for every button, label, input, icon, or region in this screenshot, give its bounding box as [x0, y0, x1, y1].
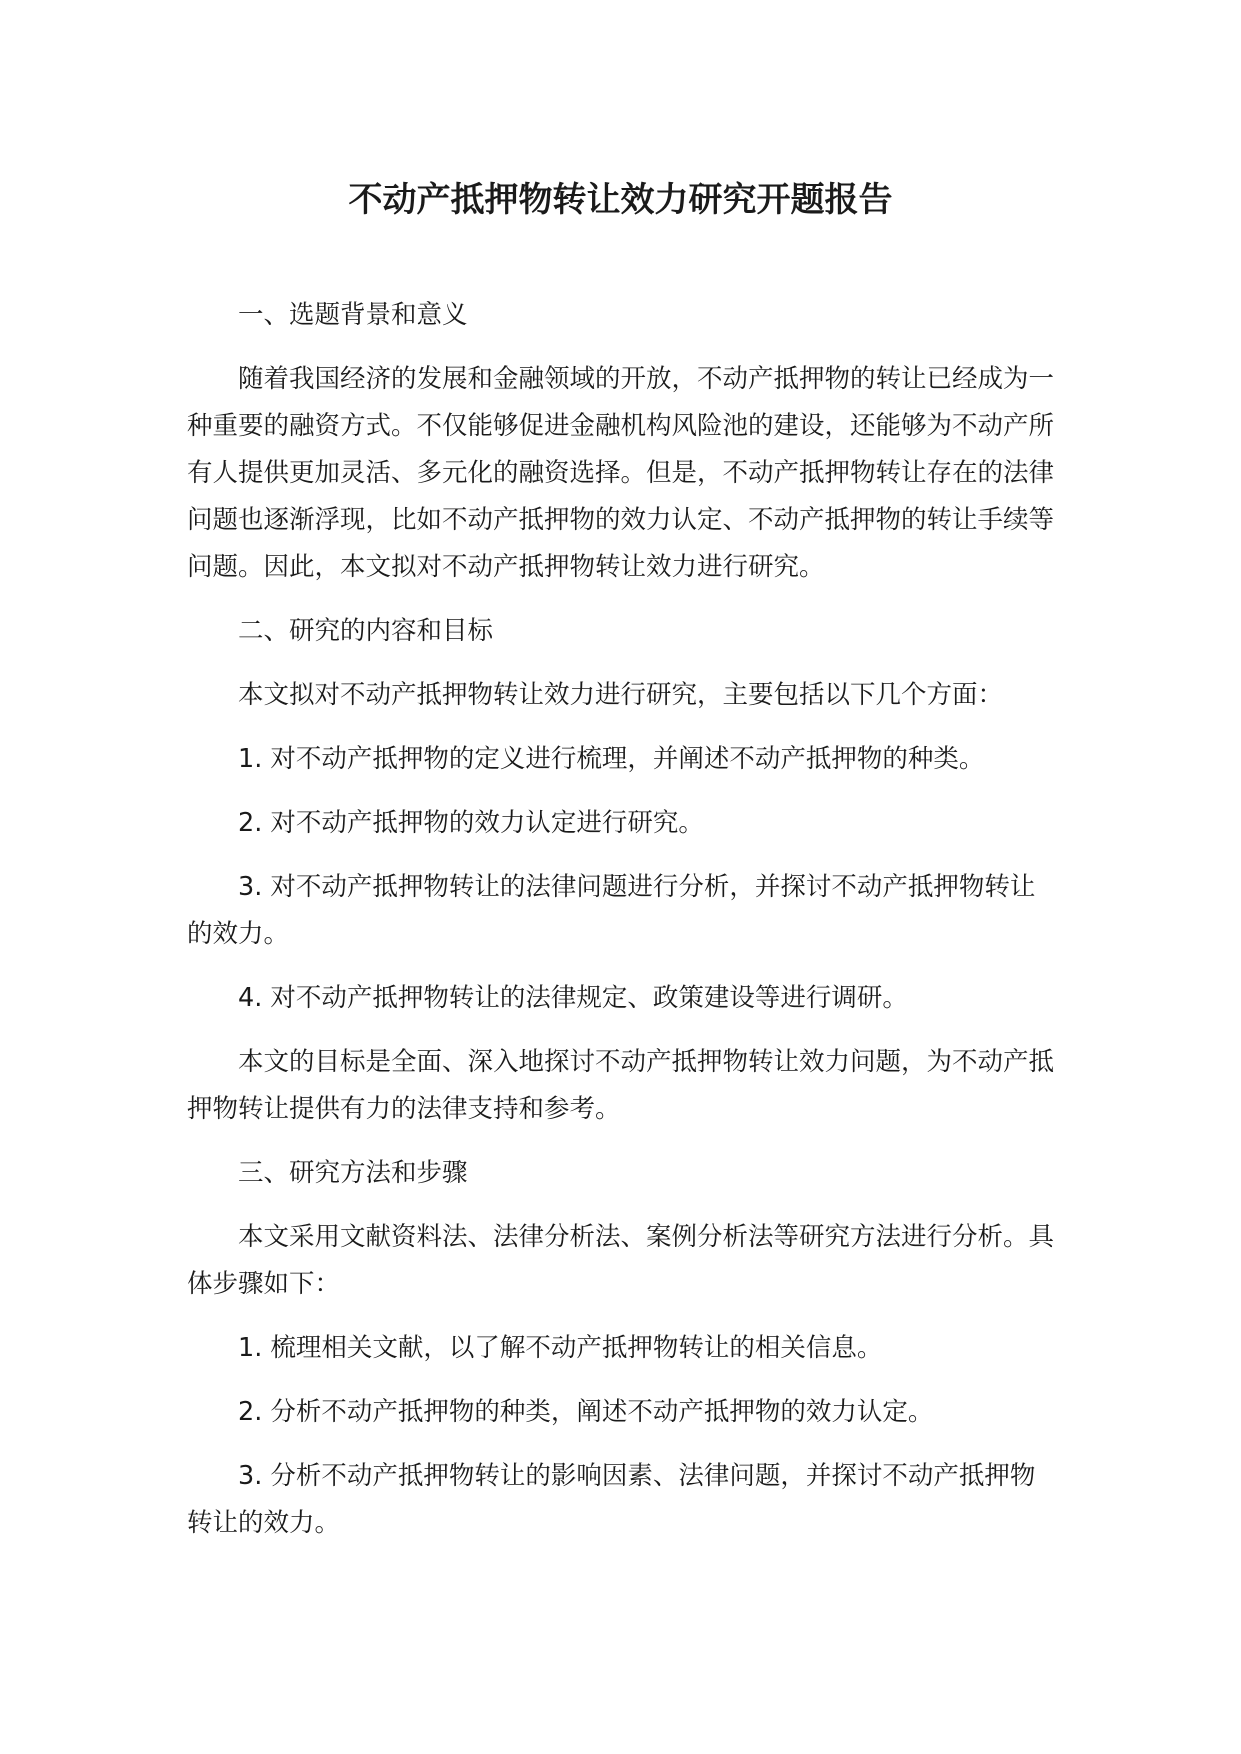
document-title: 不动产抵押物转让效力研究开题报告 — [348, 180, 893, 220]
list-item-content-1: 1. 对不动产抵押物的定义进行梳理，并阐述不动产抵押物的种类。 — [238, 744, 985, 774]
paragraph-goals: 本文的目标是全面、深入地探讨不动产抵押物转让效力问题，为不动产抵押物转让提供有力的法律支持和参考。 — [187, 1047, 1055, 1124]
section-heading-content-goals: 二、研究的内容和目标 — [238, 616, 494, 646]
list-item-content-3: 3. 对不动产抵押物转让的法律问题进行分析，并探讨不动产抵押物转让的效力。 — [187, 872, 1036, 949]
list-item-content-2: 2. 对不动产抵押物的效力认定进行研究。 — [238, 808, 704, 838]
document-body — [187, 292, 1055, 1547]
list-item-step-1: 1. 梳理相关文献，以了解不动产抵押物转让的相关信息。 — [238, 1333, 883, 1363]
list-item-step-2: 2. 分析不动产抵押物的种类，阐述不动产抵押物的效力认定。 — [238, 1397, 934, 1427]
section-heading-methods: 三、研究方法和步骤 — [238, 1158, 468, 1188]
paragraph-background: 随着我国经济的发展和金融领域的开放，不动产抵押物的转让已经成为一种重要的融资方式。不仅能够促进金融机构风险池的建设，还能够为不动产所有人提供更加灵活、多元化的融资选择。但是，不动产抵押物转让存在的法律问题也逐渐浮现，比如不动产抵押物的效力认定、不动产抵押物的转让手续等问题。因此，本文拟对不动产抵押物转让效力进行研究。 — [187, 364, 1055, 582]
paragraph-content-intro: 本文拟对不动产抵押物转让效力进行研究，主要包括以下几个方面： — [238, 680, 1004, 710]
paragraph-methods-intro: 本文采用文献资料法、法律分析法、案例分析法等研究方法进行分析。具体步骤如下： — [187, 1222, 1055, 1299]
section-heading-background: 一、选题背景和意义 — [238, 300, 468, 330]
list-item-step-3: 3. 分析不动产抵押物转让的影响因素、法律问题，并探讨不动产抵押物转让的效力。 — [187, 1461, 1036, 1538]
list-item-content-4: 4. 对不动产抵押物转让的法律规定、政策建设等进行调研。 — [238, 983, 908, 1013]
